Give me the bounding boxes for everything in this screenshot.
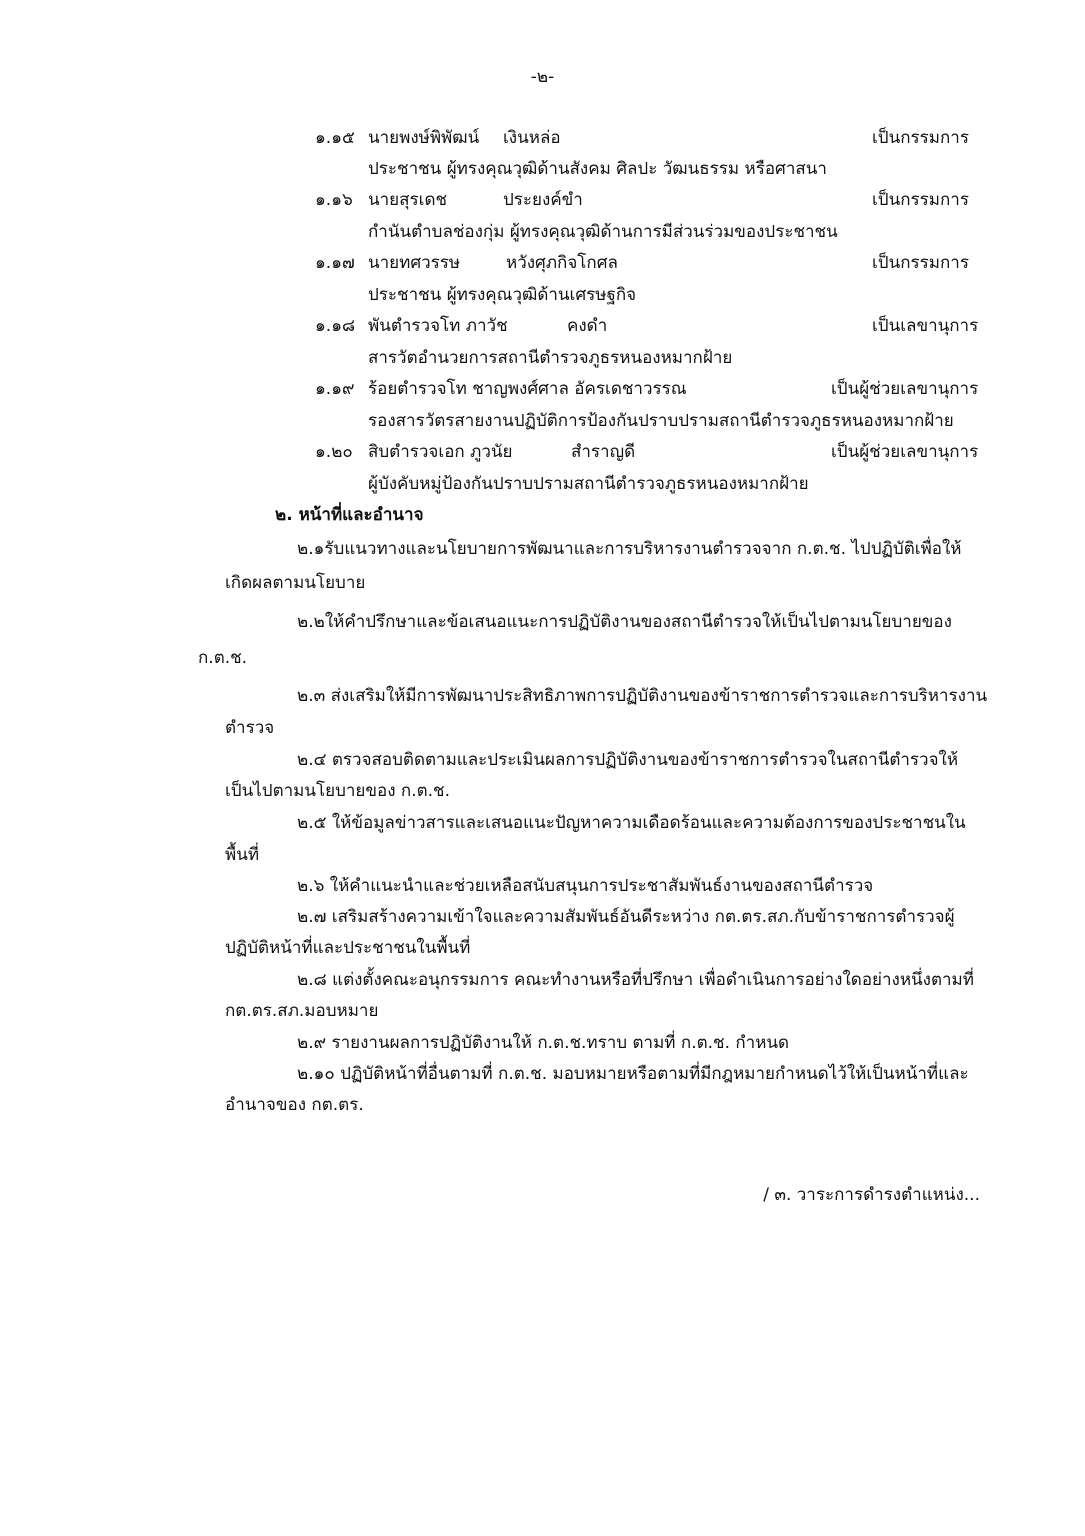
member-role: เป็นเลขานุการ xyxy=(872,316,979,336)
member-number: ๑.๑๕ xyxy=(315,128,355,148)
member-surname: หวังศุภกิจโกศล xyxy=(506,253,618,273)
member-number: ๑.๒๐ xyxy=(315,442,353,462)
duty-text-continued: ก.ต.ช. xyxy=(198,648,248,668)
member-name: พันตำรวจโท ภาวัช xyxy=(368,316,508,336)
member-surname: เงินหล่อ xyxy=(503,128,561,148)
section-heading: ๒. หน้าที่และอำนาจ xyxy=(275,505,424,525)
next-page-reference: / ๓. วาระการดำรงตำแหน่ง... xyxy=(763,1185,980,1205)
duty-text: ๒.๕ ให้ข้อมูลข่าวสารและเสนอแนะปัญหาความเดือดร้อนและความต้องการของประชาชนใน xyxy=(297,813,966,833)
duty-text: ๒.๔ ตรวจสอบติดตามและประเมินผลการปฏิบัติงานของข้าราชการตำรวจในสถานีตำรวจให้ xyxy=(297,750,959,770)
duty-text-continued: อำนาจของ กต.ตร. xyxy=(225,1095,364,1115)
member-surname: คงดำ xyxy=(567,316,608,336)
member-name: นายทศวรรษ xyxy=(368,253,461,273)
duty-text: ๒.๓ ส่งเสริมให้มีการพัฒนาประสิทธิภาพการปฏิบัติงานของข้าราชการตำรวจและการบริหารงาน xyxy=(297,686,988,706)
member-description: ผู้บังคับหมู่ป้องกันปราบปรามสถานีตำรวจภูธรหนองหมากฝ้าย xyxy=(368,474,809,494)
member-description: ประชาชน ผู้ทรงคุณวุฒิด้านสังคม ศิลปะ วัฒนธรรม หรือศาสนา xyxy=(368,159,827,179)
member-name: ร้อยตำรวจโท ชาญพงศ์ศาล อัครเดชาวรรณ xyxy=(368,379,687,399)
page-number: -๒- xyxy=(530,67,555,87)
member-role: เป็นผู้ช่วยเลขานุการ xyxy=(831,379,979,399)
duty-text-continued: ปฏิบัติหน้าที่และประชาชนในพื้นที่ xyxy=(225,938,471,958)
duty-text-continued: เป็นไปตามนโยบายของ ก.ต.ช. xyxy=(225,781,450,801)
member-role: เป็นกรรมการ xyxy=(872,128,969,148)
member-role: เป็นผู้ช่วยเลขานุการ xyxy=(831,442,979,462)
duty-text-continued: ตำรวจ xyxy=(225,718,275,738)
member-name: นายพงษ์พิพัฒน์ xyxy=(368,128,480,148)
member-number: ๑.๑๙ xyxy=(315,379,355,399)
member-surname: ประยงค์ขำ xyxy=(503,190,583,210)
duty-text: ๒.๖ ให้คำแนะนำและช่วยเหลือสนับสนุนการประชาสัมพันธ์งานของสถานีตำรวจ xyxy=(297,876,874,896)
member-description: ประชาชน ผู้ทรงคุณวุฒิด้านเศรษฐกิจ xyxy=(368,285,637,305)
duty-text-continued: กต.ตร.สภ.มอบหมาย xyxy=(225,1001,379,1021)
member-role: เป็นกรรมการ xyxy=(872,253,969,273)
duty-text: ๒.๑๐ ปฏิบัติหน้าที่อื่นตามที่ ก.ต.ช. มอบหมายหรือตามที่มีกฎหมายกำหนดไว้ให้เป็นหน้าที่และ xyxy=(297,1064,969,1084)
duty-text: ๒.๗ เสริมสร้างความเข้าใจและความสัมพันธ์อันดีระหว่าง กต.ตร.สภ.กับข้าราชการตำรวจผู้ xyxy=(297,907,955,927)
member-description: รองสารวัตรสายงานปฏิบัติการป้องกันปราบปรามสถานีตำรวจภูธรหนองหมากฝ้าย xyxy=(368,411,954,431)
member-description: กำนันตำบลช่องกุ่ม ผู้ทรงคุณวุฒิด้านการมีส่วนร่วมของประชาชน xyxy=(368,222,838,242)
duty-text: ๒.๒ให้คำปรึกษาและข้อเสนอแนะการปฏิบัติงานของสถานีตำรวจให้เป็นไปตามนโยบายของ xyxy=(297,612,952,632)
member-number: ๑.๑๗ xyxy=(315,253,355,273)
duty-text-continued: พื้นที่ xyxy=(225,845,260,865)
duty-text: ๒.๘ แต่งตั้งคณะอนุกรรมการ คณะทำงานหรือที่ปรึกษา เพื่อดำเนินการอย่างใดอย่างหนึ่งตามที่ xyxy=(297,970,974,990)
member-number: ๑.๑๘ xyxy=(315,316,356,336)
member-surname: สำราญดี xyxy=(571,442,636,462)
member-name: สิบตำรวจเอก ภูวนัย xyxy=(368,442,513,462)
duty-text-continued: เกิดผลตามนโยบาย xyxy=(225,573,366,593)
member-description: สารวัตอำนวยการสถานีตำรวจภูธรหนองหมากฝ้าย xyxy=(368,348,733,368)
member-name: นายสุรเดช xyxy=(368,190,448,210)
duty-text: ๒.๙ รายงานผลการปฏิบัติงานให้ ก.ต.ช.ทราบ ตามที่ ก.ต.ช. กำหนด xyxy=(297,1033,790,1053)
member-role: เป็นกรรมการ xyxy=(872,190,969,210)
member-number: ๑.๑๖ xyxy=(315,190,353,210)
duty-text: ๒.๑รับแนวทางและนโยบายการพัฒนาและการบริหารงานตำรวจจาก ก.ต.ช. ไปปฏิบัติเพื่อให้ xyxy=(297,539,962,559)
